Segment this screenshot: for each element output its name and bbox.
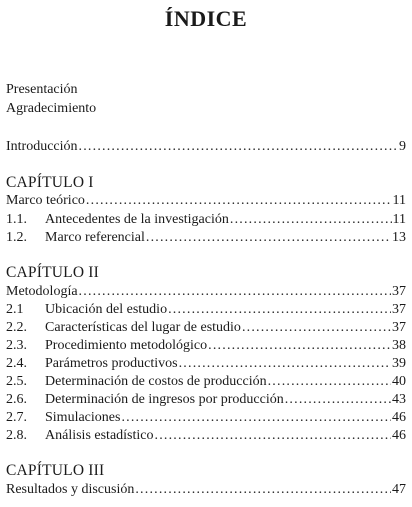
chapter-heading-3: CAPÍTULO III	[6, 462, 105, 479]
toc-entry-label: Ubicación del estudio	[45, 302, 168, 317]
toc-entry-1-2	[6, 229, 406, 246]
dot-leader	[146, 229, 391, 246]
dot-leader	[230, 211, 392, 228]
toc-entry-label: Marco referencial	[45, 230, 145, 245]
toc-entry-number: 2.5.	[6, 374, 27, 389]
toc-entry-page: 38	[392, 338, 406, 353]
toc-entry-label: Determinación de ingresos por producción	[45, 392, 284, 407]
toc-entry-number: 2.4.	[6, 356, 27, 371]
toc-entry-2-7	[6, 409, 406, 426]
toc-entry-1-1	[6, 211, 406, 228]
toc-entry-number: 2.8.	[6, 428, 27, 443]
toc-entry-label: Características del lugar de estudio	[45, 320, 241, 335]
toc-entry-label: Determinación de costos de producción	[45, 374, 267, 389]
toc-entry-chapter-2-main	[6, 283, 406, 300]
toc-entry-page: 37	[392, 284, 406, 299]
toc-entry-page: 37	[392, 302, 406, 317]
toc-entry-label: Procedimiento metodológico	[45, 338, 208, 353]
dot-leader	[121, 409, 391, 426]
toc-entry-2-4	[6, 355, 406, 372]
toc-entry-2-5	[6, 373, 406, 390]
toc-entry-page: 43	[392, 392, 406, 407]
toc-entry-page: 46	[392, 428, 406, 443]
toc-entry-2-6	[6, 391, 406, 408]
toc-entry-2-2	[6, 319, 406, 336]
dot-leader	[285, 391, 391, 408]
toc-entry-chapter-1-main	[6, 192, 406, 209]
toc-entry-page: 37	[392, 320, 406, 335]
front-matter-agradecimiento: Agradecimiento	[6, 101, 97, 116]
dot-leader	[179, 355, 391, 372]
toc-entry-page: 9	[399, 139, 406, 154]
dot-leader	[86, 192, 392, 209]
toc-entry-chapter-3-main	[6, 481, 406, 498]
toc-entry-page: 11	[392, 193, 406, 208]
toc-entry-page: 40	[392, 374, 406, 389]
toc-entry-number: 2.1	[6, 302, 24, 317]
toc-entry-number: 1.1.	[6, 212, 27, 227]
toc-entry-2-8	[6, 427, 406, 444]
dot-leader	[79, 283, 391, 300]
toc-entry-number: 2.2.	[6, 320, 27, 335]
toc-entry-number: 2.7.	[6, 410, 27, 425]
page-title: ÍNDICE	[164, 6, 248, 31]
toc-entry-number: 2.3.	[6, 338, 27, 353]
toc-entry-2-3	[6, 337, 406, 354]
chapter-heading-2: CAPÍTULO II	[6, 264, 100, 281]
toc-entry-label: Parámetros productivos	[45, 356, 178, 371]
toc-entry-number: 2.6.	[6, 392, 27, 407]
front-matter-presentacion: Presentación	[6, 82, 78, 97]
toc-entry-introduccion	[6, 138, 406, 155]
toc-entry-page: 11	[392, 212, 406, 227]
toc-entry-page: 13	[392, 230, 406, 245]
toc-entry-label: Resultados y discusión	[6, 482, 135, 497]
dot-leader	[168, 301, 391, 318]
toc-entry-2-1	[6, 301, 406, 318]
toc-entry-label: Introducción	[6, 139, 78, 154]
dot-leader	[208, 337, 391, 354]
toc-entry-page: 46	[392, 410, 406, 425]
dot-leader	[135, 481, 391, 498]
toc-entry-label: Metodología	[6, 284, 78, 299]
dot-leader	[155, 427, 392, 444]
toc-entry-number: 1.2.	[6, 230, 27, 245]
toc-entry-label: Simulaciones	[45, 410, 121, 425]
toc-entry-label: Marco teórico	[6, 193, 85, 208]
toc-entry-label: Análisis estadístico	[45, 428, 154, 443]
dot-leader	[79, 138, 398, 155]
toc-entry-page: 39	[392, 356, 406, 371]
toc-entry-label: Antecedentes de la investigación	[45, 212, 229, 227]
chapter-heading-1: CAPÍTULO I	[6, 174, 94, 191]
dot-leader	[242, 319, 391, 336]
toc-entry-page: 47	[392, 482, 406, 497]
dot-leader	[268, 373, 391, 390]
